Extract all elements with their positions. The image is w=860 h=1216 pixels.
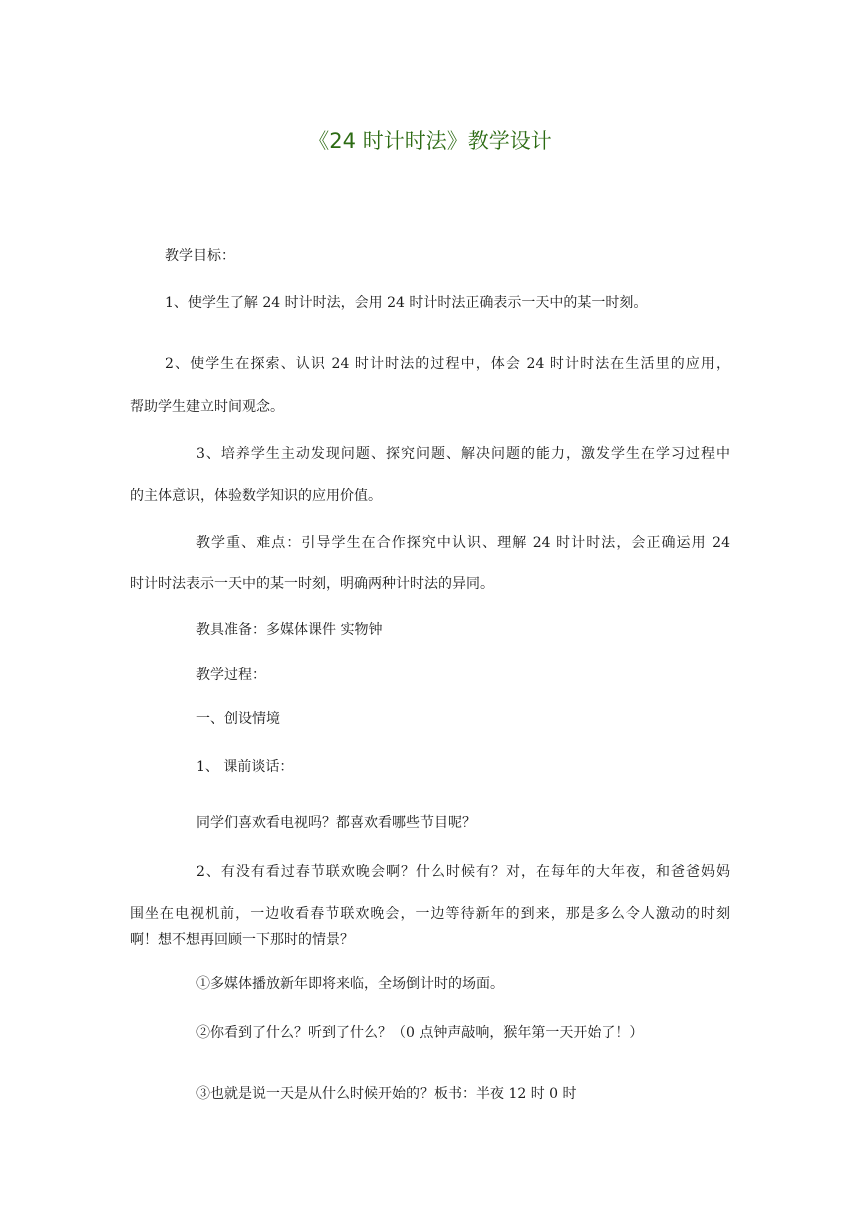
- paragraph-line: 帮助学生建立时间观念。: [130, 399, 284, 415]
- paragraph-line: 围坐在电视机前，一边收看春节联欢晚会，一边等待新年的到来，那是多么令人激动的时刻: [130, 906, 730, 922]
- paragraph-line: 教学过程：: [196, 667, 266, 683]
- paragraph-line: 1、使学生了解 24 时计时法，会用 24 时计时法正确表示一天中的某一时刻。: [165, 295, 648, 311]
- document-title: 《24 时计时法》教学设计: [308, 129, 552, 153]
- paragraph-line: 2、有没有看过春节联欢晚会啊？什么时候有？对，在每年的大年夜，和爸爸妈妈: [196, 864, 730, 880]
- section-heading: 一、创设情境: [196, 711, 280, 727]
- paragraph-line: 2、使学生在探索、认识 24 时计时法的过程中，体会 24 时计时法在生活里的应用，: [165, 356, 730, 372]
- paragraph-line: 1、 课前谈话：: [196, 759, 294, 775]
- paragraph-line: ③也就是说一天是从什么时候开始的？板书：半夜 12 时 0 时: [196, 1086, 577, 1102]
- paragraph-line: 教具准备：多媒体课件 实物钟: [196, 622, 383, 638]
- paragraph-line: 教学目标：: [165, 248, 235, 264]
- paragraph-line: 教学重、难点：引导学生在合作探究中认识、理解 24 时计时法，会正确运用 24: [196, 535, 730, 551]
- paragraph-line: 啊！想不想再回顾一下那时的情景？: [130, 932, 354, 948]
- paragraph-line: 的主体意识，体验数学知识的应用价值。: [130, 488, 382, 504]
- paragraph-line: 3、培养学生主动发现问题、探究问题、解决问题的能力，激发学生在学习过程中: [196, 446, 730, 462]
- paragraph-line: ①多媒体播放新年即将来临，全场倒计时的场面。: [196, 976, 504, 992]
- paragraph-line: ②你看到了什么？听到了什么？（0 点钟声敲响，猴年第一天开始了！）: [196, 1025, 644, 1041]
- paragraph-line: 同学们喜欢看电视吗？都喜欢看哪些节目呢？: [196, 815, 476, 831]
- paragraph-line: 时计时法表示一天中的某一时刻，明确两种计时法的异同。: [130, 576, 494, 592]
